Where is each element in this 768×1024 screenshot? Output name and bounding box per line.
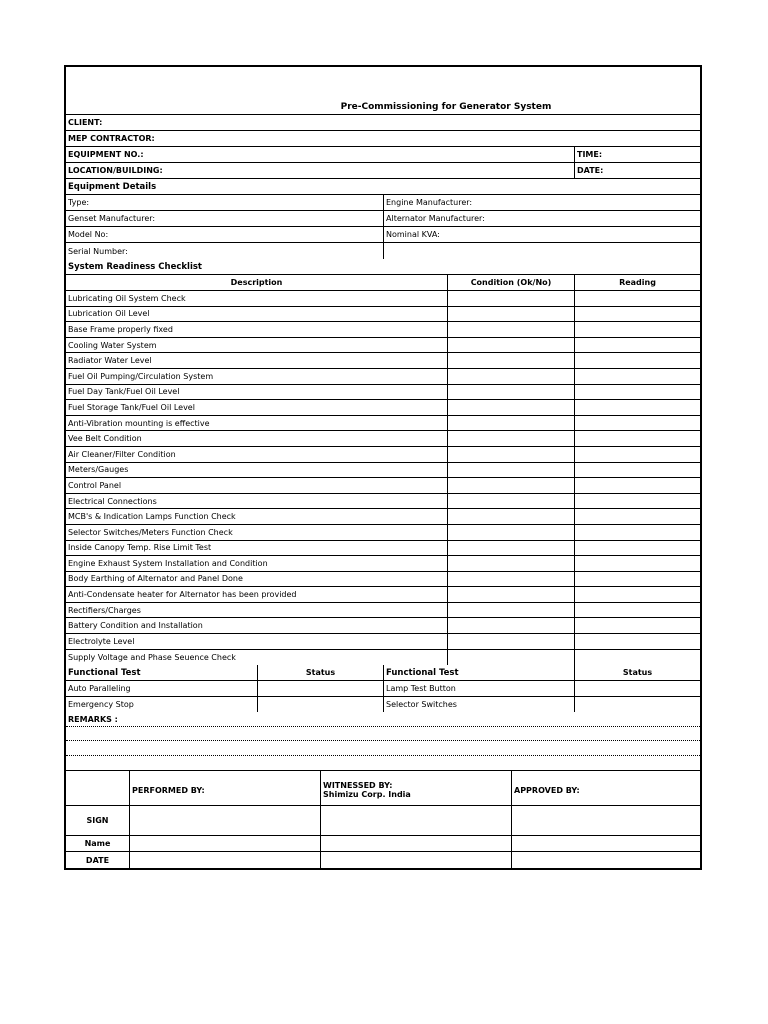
checklist-row <box>66 307 700 323</box>
checklist-condition-field[interactable] <box>448 369 575 384</box>
checklist-description: Fuel Storage Tank/Fuel Oil Level <box>66 400 448 415</box>
checklist-row <box>66 603 700 619</box>
checklist-description: Lubricating Oil System Check <box>66 291 448 306</box>
mep-row <box>66 131 700 147</box>
equipment-detail-left[interactable]: Genset Manufacturer: <box>66 211 384 226</box>
checklist-description: Anti-Vibration mounting is effective <box>66 416 448 431</box>
witnessed-sign-field[interactable] <box>321 806 512 835</box>
checklist-description: Fuel Day Tank/Fuel Oil Level <box>66 385 448 400</box>
checklist-row <box>66 463 700 479</box>
checklist-condition-field[interactable] <box>448 416 575 431</box>
checklist-row <box>66 650 700 666</box>
functional-test-right: Lamp Test Button <box>384 681 575 696</box>
checklist-row <box>66 400 700 416</box>
checklist-reading-field[interactable] <box>575 618 700 633</box>
checklist-row <box>66 587 700 603</box>
signoff-corner <box>66 771 130 805</box>
checklist-condition-field[interactable] <box>448 634 575 649</box>
checklist-row <box>66 634 700 650</box>
title-row <box>66 67 700 115</box>
checklist-reading-field[interactable] <box>575 291 700 306</box>
checklist-description: Anti-Condensate heater for Alternator has been provided <box>66 587 448 602</box>
approved-date-field[interactable] <box>512 852 700 868</box>
status-heading-2: Status <box>622 668 653 678</box>
checklist-row <box>66 525 700 541</box>
checklist-description: Body Earthing of Alternator and Panel Done <box>66 572 448 587</box>
checklist-condition-field[interactable] <box>448 353 575 368</box>
checklist-description: Inside Canopy Temp. Rise Limit Test <box>66 541 448 556</box>
checklist-description: Cooling Water System <box>66 338 448 353</box>
checklist-reading-field[interactable] <box>575 494 700 509</box>
checklist-condition-field[interactable] <box>448 478 575 493</box>
checklist-row <box>66 322 700 338</box>
equipment-detail-right[interactable] <box>384 243 700 259</box>
equipment-detail-right[interactable]: Engine Manufacturer: <box>386 198 473 207</box>
checklist-row <box>66 541 700 557</box>
witnessed-by-label: WITNESSED BY: Shimizu Corp. India <box>321 771 512 805</box>
functional-test-heading-2: Functional Test <box>384 665 575 680</box>
checklist-reading-field[interactable] <box>575 322 700 337</box>
checklist-reading-field[interactable] <box>575 525 700 540</box>
witness-organization: Shimizu Corp. India <box>323 790 411 800</box>
checklist-condition-field[interactable] <box>448 338 575 353</box>
checklist-reading-field[interactable] <box>575 463 700 478</box>
checklist-condition-field[interactable] <box>448 494 575 509</box>
performed-name-field[interactable] <box>130 836 321 851</box>
checklist-reading-field[interactable] <box>575 541 700 556</box>
checklist-reading-field[interactable] <box>575 447 700 462</box>
checklist-condition-field[interactable] <box>448 322 575 337</box>
date-field[interactable]: DATE: <box>577 166 604 175</box>
checklist-description: Meters/Gauges <box>66 463 448 478</box>
functional-status-right-field[interactable] <box>575 697 700 713</box>
checklist-description: MCB's & Indication Lamps Function Check <box>66 509 448 524</box>
checklist-reading-field[interactable] <box>575 431 700 446</box>
remarks-label: REMARKS : <box>66 712 700 727</box>
name-label: Name <box>66 836 130 851</box>
functional-status-right-field[interactable] <box>575 681 700 696</box>
checklist-description: Supply Voltage and Phase Seuence Check <box>66 650 448 666</box>
functional-test-row <box>66 681 700 697</box>
checklist-reading-field[interactable] <box>575 478 700 493</box>
checklist-row <box>66 338 700 354</box>
checklist-condition-field[interactable] <box>448 463 575 478</box>
equipment-detail-left[interactable]: Type: <box>66 195 384 210</box>
name-row <box>66 836 700 852</box>
checklist-reading-field[interactable] <box>575 416 700 431</box>
functional-test-left: Auto Paralleling <box>66 681 258 696</box>
checklist-reading-field[interactable] <box>575 650 700 666</box>
form-title: Pre-Commissioning for Generator System <box>340 102 552 112</box>
equipment-details-heading: Equipment Details <box>68 181 157 192</box>
functional-test-right: Selector Switches <box>384 697 575 713</box>
col-reading: Reading <box>619 278 656 287</box>
checklist-description: Electrolyte Level <box>66 634 448 649</box>
checklist-condition-field[interactable] <box>448 509 575 524</box>
checklist-condition-field[interactable] <box>448 618 575 633</box>
witnessed-date-field[interactable] <box>321 852 512 868</box>
checklist-row <box>66 353 700 369</box>
time-field[interactable]: TIME: <box>577 150 603 159</box>
equipment-detail-right[interactable]: Nominal KVA: <box>386 230 440 239</box>
equipment-detail-left[interactable]: Serial Number: <box>66 243 384 259</box>
checklist-description: Lubrication Oil Level <box>66 307 448 322</box>
checklist-reading-field[interactable] <box>575 307 700 322</box>
col-condition: Condition (Ok/No) <box>448 275 575 290</box>
sign-label: SIGN <box>66 806 130 835</box>
checklist-row <box>66 618 700 634</box>
checklist-row <box>66 385 700 401</box>
functional-status-left-field[interactable] <box>258 681 384 696</box>
equipment-detail-row <box>66 227 700 243</box>
equipment-detail-row <box>66 211 700 227</box>
checklist-reading-field[interactable] <box>575 353 700 368</box>
signoff-header-row <box>66 771 700 806</box>
checklist-description: Vee Belt Condition <box>66 431 448 446</box>
checklist-reading-field[interactable] <box>575 572 700 587</box>
performed-by-label: PERFORMED BY: <box>130 771 321 805</box>
checklist-row <box>66 431 700 447</box>
functional-status-left-field[interactable] <box>258 697 384 713</box>
checklist-reading-field[interactable] <box>575 634 700 649</box>
checklist-reading-field[interactable] <box>575 400 700 415</box>
col-description: Description <box>66 275 448 290</box>
checklist-row <box>66 494 700 510</box>
remarks-section <box>66 712 700 771</box>
equipment-no-row <box>66 147 700 163</box>
checklist-reading-field[interactable] <box>575 587 700 602</box>
checklist-row <box>66 478 700 494</box>
approved-by-label: APPROVED BY: <box>514 785 580 795</box>
checklist-row <box>66 556 700 572</box>
checklist-reading-field[interactable] <box>575 556 700 571</box>
equipment-details-heading-row <box>66 179 700 195</box>
checklist-description: Control Panel <box>66 478 448 493</box>
functional-test-left: Emergency Stop <box>66 697 258 713</box>
checklist-condition-field[interactable] <box>448 400 575 415</box>
mep-contractor-field[interactable]: MEP CONTRACTOR: <box>68 134 155 143</box>
functional-test-heading: Functional Test <box>66 665 258 680</box>
checklist-description: Air Cleaner/Filter Condition <box>66 447 448 462</box>
checklist-condition-field[interactable] <box>448 307 575 322</box>
equipment-detail-row <box>66 195 700 211</box>
date-row <box>66 852 700 868</box>
equipment-detail-row <box>66 243 700 259</box>
checklist-condition-field[interactable] <box>448 431 575 446</box>
checklist-description: Fuel Oil Pumping/Circulation System <box>66 369 448 384</box>
equipment-no-field[interactable]: EQUIPMENT NO.: <box>66 147 575 162</box>
checklist-reading-field[interactable] <box>575 509 700 524</box>
checklist-condition-field[interactable] <box>448 447 575 462</box>
checklist-row <box>66 447 700 463</box>
checklist-condition-field[interactable] <box>448 291 575 306</box>
functional-test-row <box>66 697 700 713</box>
equipment-detail-left[interactable]: Model No: <box>66 227 384 242</box>
approved-name-field[interactable] <box>512 836 700 851</box>
checklist-description: Radiator Water Level <box>66 353 448 368</box>
checklist-row <box>66 509 700 525</box>
remarks-line[interactable] <box>66 741 700 756</box>
checklist-row <box>66 291 700 307</box>
client-row <box>66 115 700 131</box>
remarks-line[interactable] <box>66 756 700 771</box>
remarks-line[interactable] <box>66 727 700 742</box>
checklist-condition-field[interactable] <box>448 385 575 400</box>
checklist-reading-field[interactable] <box>575 369 700 384</box>
checklist-description: Base Frame properly fixed <box>66 322 448 337</box>
checklist-condition-field[interactable] <box>448 572 575 587</box>
functional-header-row <box>66 665 700 681</box>
checklist-reading-field[interactable] <box>575 338 700 353</box>
checklist-description: Selector Switches/Meters Function Check <box>66 525 448 540</box>
checklist-condition-field[interactable] <box>448 650 575 666</box>
status-heading: Status <box>258 665 384 680</box>
checklist-condition-field[interactable] <box>448 556 575 571</box>
form-sheet <box>64 65 702 870</box>
location-row <box>66 163 700 179</box>
checklist-description: Engine Exhaust System Installation and Condition <box>66 556 448 571</box>
checklist-row <box>66 369 700 385</box>
checklist-description: Rectifiers/Charges <box>66 603 448 618</box>
checklist-header-row <box>66 275 700 291</box>
performed-sign-field[interactable] <box>130 806 321 835</box>
sign-row <box>66 806 700 836</box>
checklist-row <box>66 416 700 432</box>
checklist-heading-row <box>66 259 700 275</box>
equipment-detail-right[interactable]: Alternator Manufacturer: <box>386 214 485 223</box>
location-field[interactable]: LOCATION/BUILDING: <box>66 163 575 178</box>
checklist-reading-field[interactable] <box>575 603 700 618</box>
checklist-condition-field[interactable] <box>448 525 575 540</box>
approved-sign-field[interactable] <box>512 806 700 835</box>
checklist-row <box>66 572 700 588</box>
checklist-description: Battery Condition and Installation <box>66 618 448 633</box>
date-label: DATE <box>66 852 130 868</box>
checklist-condition-field[interactable] <box>448 587 575 602</box>
performed-date-field[interactable] <box>130 852 321 868</box>
checklist-condition-field[interactable] <box>448 603 575 618</box>
checklist-reading-field[interactable] <box>575 385 700 400</box>
checklist-description: Electrical Connections <box>66 494 448 509</box>
checklist-heading: System Readiness Checklist <box>68 261 202 272</box>
client-field[interactable]: CLIENT: <box>68 118 103 127</box>
checklist-condition-field[interactable] <box>448 541 575 556</box>
witnessed-name-field[interactable] <box>321 836 512 851</box>
